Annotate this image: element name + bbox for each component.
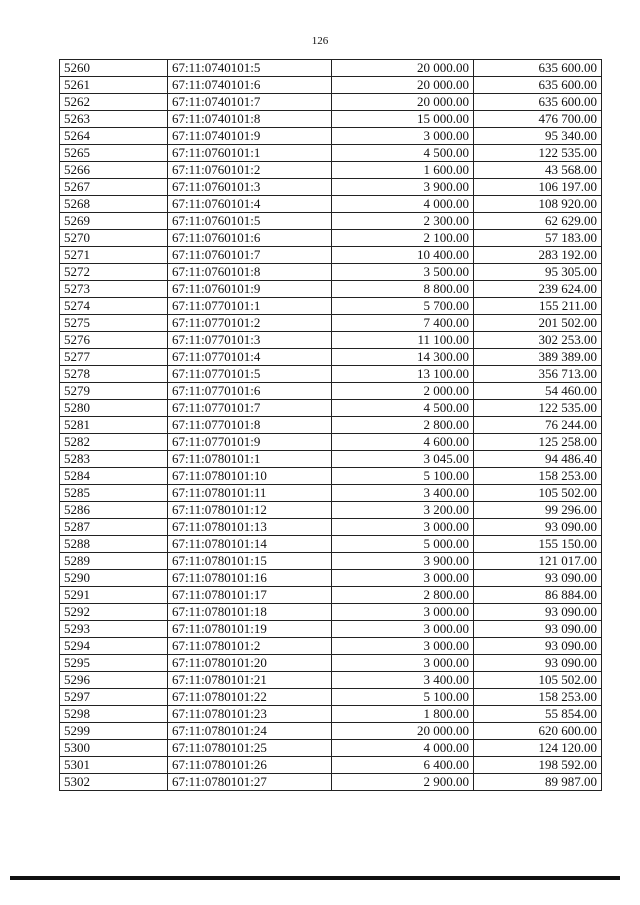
value-cell: 155 211.00: [474, 298, 602, 315]
table-row: [60, 281, 602, 298]
table-row: [60, 77, 602, 94]
table-row: [60, 672, 602, 689]
cadastral-number-cell: 67:11:0740101:7: [168, 94, 332, 111]
value-cell: 389 389.00: [474, 349, 602, 366]
area-cell: 2 800.00: [332, 417, 474, 434]
row-number-cell: 5276: [60, 332, 168, 349]
value-cell: 106 197.00: [474, 179, 602, 196]
cadastral-number-cell: 67:11:0760101:3: [168, 179, 332, 196]
area-cell: 3 000.00: [332, 621, 474, 638]
area-cell: 8 800.00: [332, 281, 474, 298]
registry-table: [59, 59, 602, 791]
area-cell: 3 900.00: [332, 553, 474, 570]
row-number-cell: 5293: [60, 621, 168, 638]
area-cell: 3 900.00: [332, 179, 474, 196]
table-row: [60, 264, 602, 281]
table-row: [60, 774, 602, 791]
value-cell: 283 192.00: [474, 247, 602, 264]
row-number-cell: 5260: [60, 60, 168, 77]
area-cell: 3 000.00: [332, 655, 474, 672]
cadastral-number-cell: 67:11:0780101:22: [168, 689, 332, 706]
cadastral-number-cell: 67:11:0760101:6: [168, 230, 332, 247]
table-row: [60, 247, 602, 264]
value-cell: 198 592.00: [474, 757, 602, 774]
table-row: [60, 332, 602, 349]
table-row: [60, 570, 602, 587]
table-row: [60, 451, 602, 468]
cadastral-number-cell: 67:11:0780101:24: [168, 723, 332, 740]
area-cell: 5 100.00: [332, 468, 474, 485]
row-number-cell: 5269: [60, 213, 168, 230]
area-cell: 20 000.00: [332, 94, 474, 111]
value-cell: 93 090.00: [474, 655, 602, 672]
cadastral-number-cell: 67:11:0770101:5: [168, 366, 332, 383]
area-cell: 2 900.00: [332, 774, 474, 791]
row-number-cell: 5298: [60, 706, 168, 723]
row-number-cell: 5268: [60, 196, 168, 213]
value-cell: 635 600.00: [474, 77, 602, 94]
row-number-cell: 5265: [60, 145, 168, 162]
area-cell: 7 400.00: [332, 315, 474, 332]
cadastral-number-cell: 67:11:0780101:10: [168, 468, 332, 485]
row-number-cell: 5286: [60, 502, 168, 519]
cadastral-number-cell: 67:11:0760101:9: [168, 281, 332, 298]
table-row: [60, 723, 602, 740]
cadastral-number-cell: 67:11:0740101:9: [168, 128, 332, 145]
area-cell: 1 800.00: [332, 706, 474, 723]
table-row: [60, 145, 602, 162]
row-number-cell: 5271: [60, 247, 168, 264]
row-number-cell: 5301: [60, 757, 168, 774]
value-cell: 43 568.00: [474, 162, 602, 179]
row-number-cell: 5300: [60, 740, 168, 757]
area-cell: 1 600.00: [332, 162, 474, 179]
area-cell: 2 100.00: [332, 230, 474, 247]
area-cell: 3 500.00: [332, 264, 474, 281]
row-number-cell: 5279: [60, 383, 168, 400]
table-row: [60, 706, 602, 723]
row-number-cell: 5274: [60, 298, 168, 315]
cadastral-number-cell: 67:11:0780101:26: [168, 757, 332, 774]
row-number-cell: 5283: [60, 451, 168, 468]
cadastral-number-cell: 67:11:0760101:2: [168, 162, 332, 179]
cadastral-number-cell: 67:11:0760101:8: [168, 264, 332, 281]
page-number: 126: [311, 35, 329, 47]
table-row: [60, 604, 602, 621]
area-cell: 4 000.00: [332, 740, 474, 757]
row-number-cell: 5285: [60, 485, 168, 502]
value-cell: 122 535.00: [474, 400, 602, 417]
bottom-rule: [10, 876, 620, 880]
row-number-cell: 5281: [60, 417, 168, 434]
value-cell: 239 624.00: [474, 281, 602, 298]
area-cell: 4 500.00: [332, 145, 474, 162]
value-cell: 122 535.00: [474, 145, 602, 162]
table-row: [60, 638, 602, 655]
table-row: [60, 502, 602, 519]
area-cell: 4 600.00: [332, 434, 474, 451]
cadastral-number-cell: 67:11:0760101:7: [168, 247, 332, 264]
cadastral-number-cell: 67:11:0760101:4: [168, 196, 332, 213]
cadastral-number-cell: 67:11:0780101:25: [168, 740, 332, 757]
row-number-cell: 5299: [60, 723, 168, 740]
value-cell: 105 502.00: [474, 485, 602, 502]
cadastral-number-cell: 67:11:0770101:3: [168, 332, 332, 349]
registry-table-body: [60, 60, 602, 791]
area-cell: 20 000.00: [332, 60, 474, 77]
cadastral-number-cell: 67:11:0740101:6: [168, 77, 332, 94]
row-number-cell: 5261: [60, 77, 168, 94]
row-number-cell: 5302: [60, 774, 168, 791]
table-row: [60, 536, 602, 553]
table-row: [60, 519, 602, 536]
value-cell: 108 920.00: [474, 196, 602, 213]
table-row: [60, 485, 602, 502]
table-row: [60, 298, 602, 315]
value-cell: 155 150.00: [474, 536, 602, 553]
value-cell: 62 629.00: [474, 213, 602, 230]
row-number-cell: 5264: [60, 128, 168, 145]
table-row: [60, 60, 602, 77]
area-cell: 3 045.00: [332, 451, 474, 468]
area-cell: 3 200.00: [332, 502, 474, 519]
row-number-cell: 5289: [60, 553, 168, 570]
table-row: [60, 315, 602, 332]
value-cell: 99 296.00: [474, 502, 602, 519]
row-number-cell: 5272: [60, 264, 168, 281]
table-row: [60, 468, 602, 485]
row-number-cell: 5282: [60, 434, 168, 451]
value-cell: 93 090.00: [474, 519, 602, 536]
value-cell: 121 017.00: [474, 553, 602, 570]
area-cell: 4 000.00: [332, 196, 474, 213]
cadastral-number-cell: 67:11:0770101:4: [168, 349, 332, 366]
value-cell: 93 090.00: [474, 604, 602, 621]
value-cell: 95 340.00: [474, 128, 602, 145]
value-cell: 93 090.00: [474, 638, 602, 655]
area-cell: 3 400.00: [332, 485, 474, 502]
table-row: [60, 553, 602, 570]
cadastral-number-cell: 67:11:0780101:19: [168, 621, 332, 638]
area-cell: 13 100.00: [332, 366, 474, 383]
row-number-cell: 5280: [60, 400, 168, 417]
cadastral-number-cell: 67:11:0780101:13: [168, 519, 332, 536]
value-cell: 158 253.00: [474, 468, 602, 485]
value-cell: 94 486.40: [474, 451, 602, 468]
area-cell: 6 400.00: [332, 757, 474, 774]
row-number-cell: 5278: [60, 366, 168, 383]
value-cell: 125 258.00: [474, 434, 602, 451]
area-cell: 10 400.00: [332, 247, 474, 264]
row-number-cell: 5292: [60, 604, 168, 621]
value-cell: 57 183.00: [474, 230, 602, 247]
value-cell: 635 600.00: [474, 60, 602, 77]
cadastral-number-cell: 67:11:0780101:14: [168, 536, 332, 553]
cadastral-number-cell: 67:11:0780101:18: [168, 604, 332, 621]
table-row: [60, 434, 602, 451]
value-cell: 105 502.00: [474, 672, 602, 689]
area-cell: 15 000.00: [332, 111, 474, 128]
cadastral-number-cell: 67:11:0740101:8: [168, 111, 332, 128]
row-number-cell: 5275: [60, 315, 168, 332]
row-number-cell: 5266: [60, 162, 168, 179]
area-cell: 5 700.00: [332, 298, 474, 315]
cadastral-number-cell: 67:11:0780101:17: [168, 587, 332, 604]
cadastral-number-cell: 67:11:0770101:6: [168, 383, 332, 400]
table-row: [60, 740, 602, 757]
table-row: [60, 94, 602, 111]
area-cell: 3 000.00: [332, 128, 474, 145]
table-row: [60, 417, 602, 434]
value-cell: 93 090.00: [474, 570, 602, 587]
row-number-cell: 5295: [60, 655, 168, 672]
area-cell: 20 000.00: [332, 77, 474, 94]
table-row: [60, 230, 602, 247]
row-number-cell: 5263: [60, 111, 168, 128]
table-row: [60, 400, 602, 417]
table-row: [60, 366, 602, 383]
area-cell: 5 000.00: [332, 536, 474, 553]
value-cell: 476 700.00: [474, 111, 602, 128]
cadastral-number-cell: 67:11:0780101:11: [168, 485, 332, 502]
table-row: [60, 587, 602, 604]
area-cell: 4 500.00: [332, 400, 474, 417]
cadastral-number-cell: 67:11:0760101:5: [168, 213, 332, 230]
table-row: [60, 213, 602, 230]
row-number-cell: 5287: [60, 519, 168, 536]
value-cell: 356 713.00: [474, 366, 602, 383]
value-cell: 302 253.00: [474, 332, 602, 349]
value-cell: 55 854.00: [474, 706, 602, 723]
cadastral-number-cell: 67:11:0780101:21: [168, 672, 332, 689]
table-row: [60, 621, 602, 638]
value-cell: 76 244.00: [474, 417, 602, 434]
value-cell: 54 460.00: [474, 383, 602, 400]
area-cell: 3 000.00: [332, 519, 474, 536]
cadastral-number-cell: 67:11:0780101:23: [168, 706, 332, 723]
table-row: [60, 383, 602, 400]
cadastral-number-cell: 67:11:0780101:16: [168, 570, 332, 587]
cadastral-number-cell: 67:11:0780101:20: [168, 655, 332, 672]
table-row: [60, 128, 602, 145]
cadastral-number-cell: 67:11:0770101:2: [168, 315, 332, 332]
area-cell: 11 100.00: [332, 332, 474, 349]
area-cell: 2 000.00: [332, 383, 474, 400]
cadastral-number-cell: 67:11:0770101:7: [168, 400, 332, 417]
table-row: [60, 349, 602, 366]
cadastral-number-cell: 67:11:0780101:2: [168, 638, 332, 655]
value-cell: 201 502.00: [474, 315, 602, 332]
table-row: [60, 162, 602, 179]
table-row: [60, 196, 602, 213]
cadastral-number-cell: 67:11:0780101:27: [168, 774, 332, 791]
value-cell: 95 305.00: [474, 264, 602, 281]
area-cell: 20 000.00: [332, 723, 474, 740]
cadastral-number-cell: 67:11:0780101:15: [168, 553, 332, 570]
cadastral-number-cell: 67:11:0780101:1: [168, 451, 332, 468]
cadastral-number-cell: 67:11:0770101:9: [168, 434, 332, 451]
value-cell: 89 987.00: [474, 774, 602, 791]
value-cell: 620 600.00: [474, 723, 602, 740]
row-number-cell: 5267: [60, 179, 168, 196]
area-cell: 3 400.00: [332, 672, 474, 689]
area-cell: 14 300.00: [332, 349, 474, 366]
table-row: [60, 111, 602, 128]
value-cell: 93 090.00: [474, 621, 602, 638]
row-number-cell: 5297: [60, 689, 168, 706]
cadastral-number-cell: 67:11:0770101:1: [168, 298, 332, 315]
row-number-cell: 5291: [60, 587, 168, 604]
row-number-cell: 5284: [60, 468, 168, 485]
cadastral-number-cell: 67:11:0760101:1: [168, 145, 332, 162]
area-cell: 5 100.00: [332, 689, 474, 706]
value-cell: 635 600.00: [474, 94, 602, 111]
area-cell: 3 000.00: [332, 604, 474, 621]
area-cell: 3 000.00: [332, 638, 474, 655]
area-cell: 2 300.00: [332, 213, 474, 230]
row-number-cell: 5294: [60, 638, 168, 655]
cadastral-number-cell: 67:11:0770101:8: [168, 417, 332, 434]
table-row: [60, 655, 602, 672]
area-cell: 2 800.00: [332, 587, 474, 604]
row-number-cell: 5270: [60, 230, 168, 247]
cadastral-number-cell: 67:11:0740101:5: [168, 60, 332, 77]
row-number-cell: 5262: [60, 94, 168, 111]
value-cell: 124 120.00: [474, 740, 602, 757]
row-number-cell: 5273: [60, 281, 168, 298]
table-row: [60, 179, 602, 196]
value-cell: 158 253.00: [474, 689, 602, 706]
table-row: [60, 689, 602, 706]
row-number-cell: 5296: [60, 672, 168, 689]
table-row: [60, 757, 602, 774]
area-cell: 3 000.00: [332, 570, 474, 587]
value-cell: 86 884.00: [474, 587, 602, 604]
row-number-cell: 5277: [60, 349, 168, 366]
row-number-cell: 5288: [60, 536, 168, 553]
row-number-cell: 5290: [60, 570, 168, 587]
cadastral-number-cell: 67:11:0780101:12: [168, 502, 332, 519]
